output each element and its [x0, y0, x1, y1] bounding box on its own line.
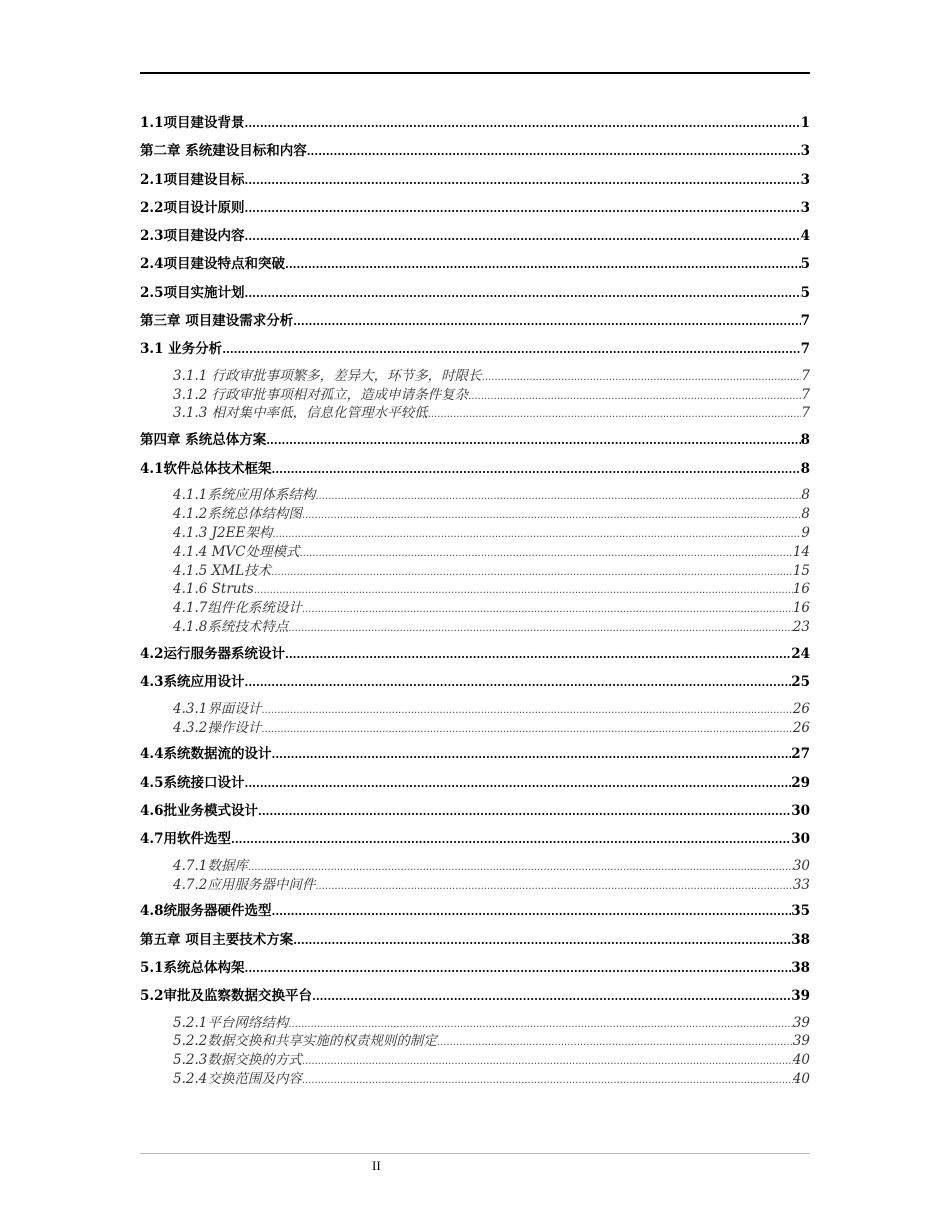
toc-entry[interactable]	[140, 671, 810, 699]
toc-entry[interactable]	[140, 225, 810, 253]
dot-leader	[266, 429, 800, 452]
toc-entry-page-number: 1	[800, 115, 810, 131]
toc-entry-page-number: 14	[792, 543, 810, 560]
toc-entry-title: 4.1.1系统应用体系结构	[173, 486, 316, 503]
dot-leader	[302, 599, 793, 619]
toc-entry-page-number: 8	[800, 460, 810, 477]
dot-leader	[302, 1070, 793, 1090]
header-rule	[140, 72, 810, 74]
toc-entry-page-number: 30	[792, 857, 810, 874]
toc-entry-title: 4.1.3 J2EE架构	[173, 524, 273, 541]
toc-entry-title: 3.1.2 行政审批事项相对孤立，造成申请条件复杂	[173, 386, 469, 403]
toc-entry-page-number: 39	[792, 1033, 810, 1050]
toc-entry[interactable]	[140, 957, 810, 985]
toc-subentry[interactable]	[140, 1051, 810, 1070]
toc-entry-page-number: 7	[800, 341, 810, 358]
toc-entry[interactable]	[140, 282, 810, 310]
toc-entry-page-number: 7	[800, 313, 810, 330]
dot-leader	[254, 580, 793, 600]
dot-leader	[245, 112, 801, 135]
toc-entry[interactable]	[140, 643, 810, 671]
toc-entry-title: 4.3.1界面设计	[173, 700, 262, 717]
toc-entry-page-number: 40	[792, 1052, 810, 1069]
toc-entry-title: 4.2运行服务器系统设计	[140, 646, 285, 663]
toc-entry[interactable]	[140, 310, 810, 338]
dot-leader	[245, 282, 801, 305]
toc-entry-title: 2.5项目实施计划	[140, 284, 245, 301]
toc-subentry[interactable]	[140, 505, 810, 524]
toc-subentry[interactable]	[140, 524, 810, 543]
toc-entry-page-number: 8	[801, 486, 810, 503]
toc-entry-page-number: 23	[792, 619, 810, 636]
dot-leader	[468, 386, 801, 406]
dot-leader	[272, 458, 801, 481]
toc-entry-title: 4.7用软件选型	[140, 831, 231, 848]
toc-entry-page-number: 4	[800, 228, 810, 245]
toc-subentry[interactable]	[140, 367, 810, 386]
toc-entry-page-number: 39	[792, 1014, 810, 1031]
toc-entry-title: 4.1.7组件化系统设计	[173, 600, 302, 617]
toc-entry-page-number: 16	[792, 600, 810, 617]
toc-entry-title: 5.2.4交换范围及内容	[173, 1071, 302, 1088]
dot-leader	[261, 719, 792, 739]
toc-entry-page-number: 5	[800, 256, 810, 273]
toc-entry[interactable]	[140, 253, 810, 281]
dot-leader	[302, 1051, 793, 1071]
toc-entry-page-number: 39	[791, 988, 810, 1005]
toc-entry-page-number: 8	[800, 432, 810, 449]
toc-entry-title: 5.2审批及监察数据交换平台	[140, 988, 312, 1005]
table-of-contents	[140, 112, 810, 1089]
dot-leader	[428, 404, 802, 424]
toc-subentry[interactable]	[140, 404, 810, 423]
dot-leader	[302, 505, 802, 525]
toc-entry-page-number: 9	[801, 524, 810, 541]
toc-entry-title: 5.2.3数据交换的方式	[173, 1052, 302, 1069]
toc-entry-page-number: 40	[792, 1071, 810, 1088]
toc-entry-page-number: 38	[791, 960, 810, 976]
dot-leader	[288, 618, 792, 638]
toc-entry-title: 4.8统服务器硬件选型	[140, 903, 272, 920]
dot-leader	[288, 1014, 792, 1034]
toc-entry[interactable]	[140, 429, 810, 457]
toc-subentry[interactable]	[140, 1014, 810, 1033]
toc-entry-title: 4.1.4 MVC处理模式	[173, 543, 300, 560]
toc-entry-title: 2.1项目建设目标	[140, 171, 245, 188]
dot-leader	[482, 367, 802, 387]
dot-leader	[300, 543, 793, 563]
dot-leader	[222, 338, 800, 361]
toc-subentry[interactable]	[140, 719, 810, 738]
toc-entry[interactable]	[140, 197, 810, 225]
toc-subentry[interactable]	[140, 618, 810, 637]
toc-entry-page-number: 3	[800, 171, 810, 188]
toc-entry-page-number: 33	[792, 876, 810, 893]
toc-entry-page-number: 26	[792, 719, 810, 736]
toc-entry-page-number: 25	[791, 674, 810, 691]
toc-entry-page-number: 15	[792, 562, 810, 579]
toc-entry[interactable]	[140, 338, 810, 366]
toc-entry-page-number: 8	[801, 505, 810, 522]
toc-subentry[interactable]	[140, 486, 810, 505]
toc-subentry[interactable]	[140, 857, 810, 876]
toc-entry[interactable]	[140, 985, 810, 1013]
toc-entry[interactable]	[140, 458, 810, 486]
dot-leader	[307, 140, 801, 163]
toc-entry-title: 5.2.2数据交换和共享实施的权责规则的制定	[173, 1033, 437, 1050]
toc-entry-page-number: 38	[791, 931, 810, 948]
dot-leader	[245, 957, 792, 980]
dot-leader	[437, 1032, 793, 1052]
toc-entry-page-number: 3	[800, 199, 810, 216]
toc-entry[interactable]	[140, 772, 810, 800]
toc-entry-page-number: 5	[800, 284, 810, 301]
toc-subentry[interactable]	[140, 386, 810, 405]
dot-leader	[312, 985, 791, 1008]
toc-entry-title: 第三章 项目建设需求分析	[140, 313, 294, 330]
toc-entry-title: 4.7.1数据库	[173, 857, 248, 874]
toc-subentry[interactable]	[140, 543, 810, 562]
toc-entry-title: 2.2项目设计原则	[140, 199, 245, 216]
toc-subentry[interactable]	[140, 876, 810, 895]
toc-entry-title: 4.1.5 XML技术	[173, 562, 272, 579]
dot-leader	[258, 800, 791, 823]
toc-entry-page-number: 30	[791, 803, 810, 820]
footer-page-number: II	[372, 1158, 381, 1173]
toc-entry-page-number: 29	[791, 774, 810, 791]
toc-subentry[interactable]	[140, 599, 810, 618]
toc-entry-title: 2.4项目建设特点和突破	[140, 256, 285, 273]
toc-entry-page-number: 24	[791, 646, 810, 663]
toc-entry-title: 4.4系统数据流的设计	[140, 746, 272, 763]
toc-entry-title: 3.1.1 行政审批事项繁多，差异大，环节多，时限长	[173, 367, 482, 384]
toc-entry[interactable]	[140, 169, 810, 197]
toc-entry-page-number: 30	[791, 831, 810, 848]
footer-rule	[140, 1153, 810, 1154]
dot-leader	[245, 169, 801, 192]
dot-leader	[245, 225, 801, 248]
dot-leader	[245, 772, 792, 795]
toc-subentry[interactable]	[140, 700, 810, 719]
toc-entry-title: 第四章 系统总体方案	[140, 432, 267, 449]
toc-entry-title: 4.1.2系统总体结构图	[173, 505, 302, 522]
toc-entry-title: 5.2.1平台网络结构	[173, 1014, 289, 1031]
toc-entry-title: 4.5系统接口设计	[140, 774, 245, 791]
dot-leader	[272, 900, 792, 923]
toc-entry[interactable]	[140, 140, 810, 168]
dot-leader	[271, 562, 793, 582]
toc-subentry[interactable]	[140, 562, 810, 581]
dot-leader	[285, 643, 791, 666]
toc-subentry[interactable]	[140, 580, 810, 599]
toc-entry-title: 第五章 项目主要技术方案	[140, 931, 294, 948]
toc-entry-page-number: 7	[801, 386, 810, 403]
dot-leader	[248, 857, 793, 877]
dot-leader	[315, 486, 801, 506]
dot-leader	[245, 197, 801, 220]
dot-leader	[285, 253, 801, 276]
dot-leader	[272, 743, 792, 766]
dot-leader	[293, 929, 791, 952]
dot-leader	[231, 828, 791, 851]
dot-leader	[315, 876, 792, 896]
toc-entry-title: 1.1项目建设背景	[140, 115, 245, 131]
toc-entry[interactable]	[140, 828, 810, 856]
toc-entry-title: 第二章 系统建设目标和内容	[140, 143, 307, 160]
dot-leader	[272, 524, 801, 544]
toc-entry-title: 4.7.2应用服务器中间件	[173, 876, 316, 893]
toc-entry-page-number: 26	[792, 700, 810, 717]
dot-leader	[261, 700, 792, 720]
toc-entry-title: 4.6批业务模式设计	[140, 803, 258, 820]
toc-entry-page-number: 35	[791, 903, 810, 920]
dot-leader	[245, 671, 792, 694]
toc-entry-page-number: 27	[791, 746, 810, 763]
toc-entry-title: 2.3项目建设内容	[140, 228, 245, 245]
toc-entry-title: 4.1.6 Struts	[173, 581, 254, 598]
toc-subentry[interactable]	[140, 1070, 810, 1089]
toc-entry-title: 4.1.8系统技术特点	[173, 619, 289, 636]
toc-entry-title: 5.1系统总体构架	[140, 960, 245, 976]
toc-entry[interactable]	[140, 743, 810, 771]
toc-entry-title: 3.1 业务分析	[140, 341, 223, 358]
dot-leader	[293, 310, 800, 333]
toc-entry-page-number: 16	[792, 581, 810, 598]
toc-subentry[interactable]	[140, 1032, 810, 1051]
toc-entry-title: 4.3系统应用设计	[140, 674, 245, 691]
toc-entry[interactable]	[140, 929, 810, 957]
toc-entry[interactable]	[140, 900, 810, 928]
toc-entry-title: 4.1软件总体技术框架	[140, 460, 272, 477]
toc-entry-page-number: 7	[801, 405, 810, 422]
toc-entry-page-number: 7	[801, 367, 810, 384]
toc-entry-title: 4.3.2操作设计	[173, 719, 262, 736]
toc-entry-page-number: 3	[800, 143, 810, 160]
toc-entry[interactable]	[140, 800, 810, 828]
toc-entry-title: 3.1.3 相对集中率低，信息化管理水平较低	[173, 405, 428, 422]
toc-entry[interactable]	[140, 112, 810, 140]
